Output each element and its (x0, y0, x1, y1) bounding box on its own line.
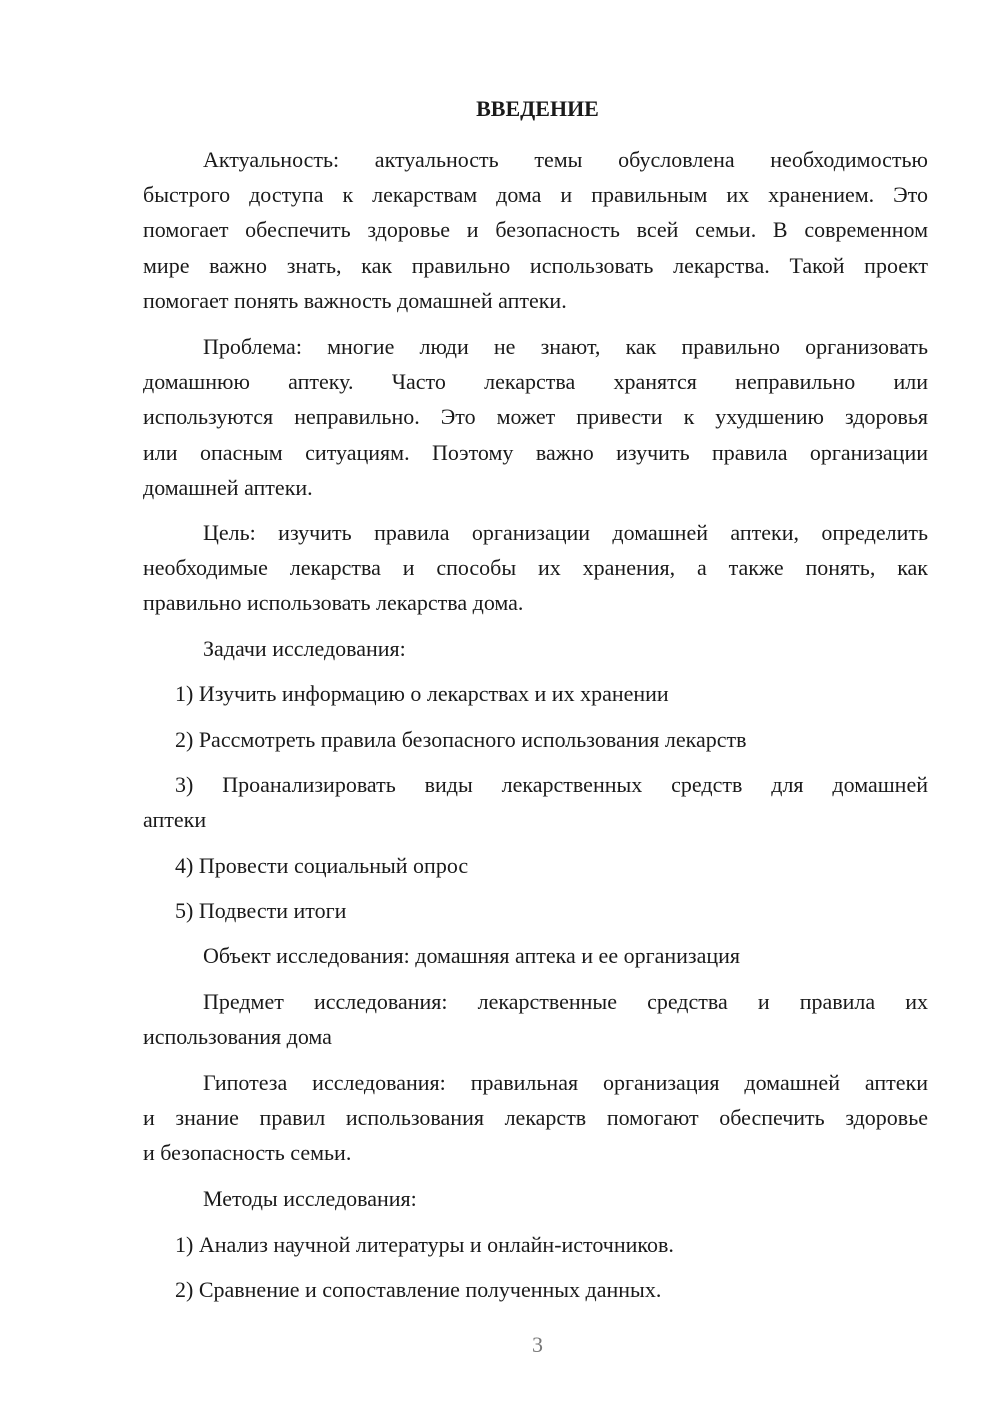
goal-line: Цель: изучить правила организации домашней аптеки, определить (203, 520, 928, 545)
task-item: 1) Изучить информацию о лекарствах и их хранении (175, 681, 669, 706)
method-item: 1) Анализ научной литературы и онлайн-источников. (175, 1232, 674, 1257)
methods-heading: Методы исследования: (203, 1186, 417, 1211)
task-item: 5) Подвести итоги (175, 898, 347, 923)
problem-paragraph (143, 329, 928, 509)
hypothesis-line: Гипотеза исследования: правильная организация домашней аптеки (203, 1070, 928, 1095)
relevance-line: Актуальность: актуальность темы обусловлена необходимостью (203, 147, 928, 172)
relevance-line: помогает обеспечить здоровье и безопасность всей семьи. В современном (143, 217, 928, 242)
task-item: 3) Проанализировать виды лекарственных средств для домашней (175, 772, 928, 797)
relevance-line: мире важно знать, как правильно использовать лекарства. Такой проект (143, 253, 928, 278)
research-object: Объект исследования: домашняя аптека и ее организация (203, 943, 741, 968)
page-number: 3 (532, 1332, 543, 1357)
goal-line: правильно использовать лекарства дома. (143, 590, 524, 615)
relevance-line: быстрого доступа к лекарствам дома и правильным их хранением. Это (143, 182, 928, 207)
task-item: 2) Рассмотреть правила безопасного использования лекарств (175, 727, 747, 752)
problem-line: домашнюю аптеку. Часто лекарства хранятся неправильно или (143, 369, 928, 394)
task-item-multiline (143, 767, 928, 839)
task-item: 4) Провести социальный опрос (175, 853, 469, 878)
hypothesis-line: и безопасность семьи. (143, 1140, 352, 1165)
hypothesis-paragraph (143, 1065, 928, 1175)
tasks-heading: Задачи исследования: (203, 636, 406, 661)
subject-line: использования дома (143, 1024, 332, 1049)
hypothesis-line: и знание правил использования лекарств помогают обеспечить здоровье (143, 1105, 928, 1130)
problem-line: используются неправильно. Это может привести к ухудшению здоровья (143, 404, 928, 429)
goal-line: необходимые лекарства и способы их хранения, а также понять, как (143, 555, 928, 580)
relevance-line: помогает понять важность домашней аптеки. (143, 288, 567, 313)
goal-paragraph (143, 515, 928, 625)
page-title: ВВЕДЕНИЕ (476, 96, 599, 121)
problem-line: домашней аптеки. (143, 475, 313, 500)
method-item: 2) Сравнение и сопоставление полученных данных. (175, 1277, 662, 1302)
subject-paragraph (143, 984, 928, 1056)
relevance-paragraph (143, 142, 928, 322)
task-item-continuation: аптеки (143, 807, 207, 832)
problem-line: или опасным ситуациям. Поэтому важно изучить правила организации (143, 440, 928, 465)
subject-line: Предмет исследования: лекарственные средства и правила их (203, 989, 928, 1014)
problem-line: Проблема: многие люди не знают, как правильно организовать (203, 334, 928, 359)
